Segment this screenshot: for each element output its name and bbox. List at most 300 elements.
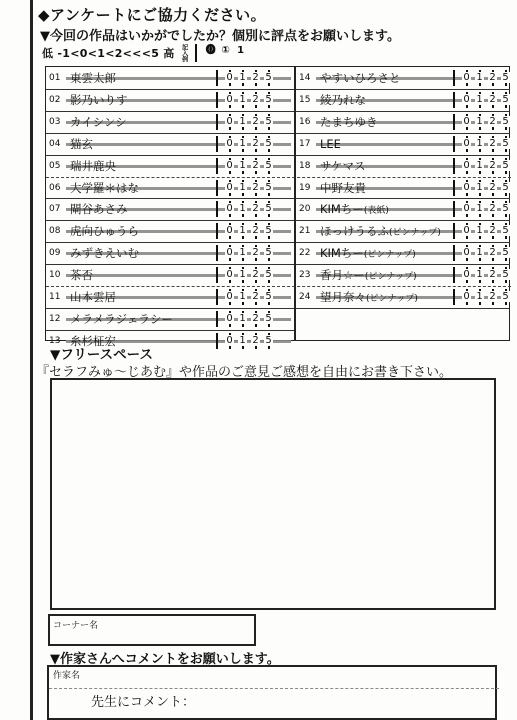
rating-option[interactable] [210, 113, 223, 131]
row-separator [46, 111, 294, 112]
rating-row [296, 286, 510, 308]
row-separator [46, 308, 294, 309]
rating-option[interactable] [473, 244, 486, 262]
rating-options [447, 69, 512, 87]
rating-value: 2 [252, 247, 259, 259]
rating-option[interactable] [236, 135, 249, 153]
rating-option[interactable] [499, 113, 512, 131]
rating-option[interactable] [460, 69, 473, 87]
rating-options [210, 310, 275, 328]
author-name-text: 虎向ひゅうら [70, 224, 139, 239]
rating-option[interactable] [499, 157, 512, 175]
rating-value: 5 [265, 203, 272, 215]
rating-option[interactable] [486, 135, 499, 153]
survey-subtitle: ▼今回の作品はいかがでしたか？個別に評点をお願いします。 [40, 29, 400, 44]
author-name-text: サケマス [320, 158, 366, 173]
rating-options [210, 244, 275, 262]
rating-value: 2 [489, 137, 496, 149]
rating-bar [453, 92, 455, 108]
rating-row [296, 177, 510, 199]
rating-option[interactable] [210, 310, 223, 328]
rating-value: 1 [476, 159, 483, 171]
rating-option[interactable] [460, 157, 473, 175]
corner-name-label: コーナー名 [53, 621, 99, 631]
row-separator [46, 89, 294, 90]
rating-option[interactable] [210, 288, 223, 306]
rating-option[interactable] [460, 288, 473, 306]
rating-value: 5 [502, 269, 509, 281]
rating-option[interactable] [447, 266, 460, 284]
rating-option[interactable] [486, 157, 499, 175]
rating-option[interactable] [473, 200, 486, 218]
rating-option[interactable] [236, 157, 249, 175]
rating-value: 5 [502, 93, 509, 105]
rating-value: 5 [265, 269, 272, 281]
author-name [66, 311, 173, 327]
rating-option[interactable] [223, 288, 236, 306]
author-name-text: 糸杉柾宏 [70, 333, 116, 348]
author-name-text: カイシンシ [70, 114, 127, 129]
rating-option[interactable] [499, 200, 512, 218]
author-name-text: 影乃いりす [70, 92, 128, 107]
rating-option[interactable] [210, 179, 223, 197]
rating-bar [216, 70, 218, 86]
rating-option[interactable] [262, 266, 275, 284]
row-separator [296, 111, 510, 112]
rating-option[interactable] [486, 222, 499, 240]
rating-value: 0 [226, 115, 233, 127]
rating-option[interactable] [473, 288, 486, 306]
row-separator [46, 242, 294, 243]
row-separator [46, 330, 294, 331]
rating-option[interactable] [486, 91, 499, 109]
rating-bar [216, 114, 218, 130]
rating-value: 2 [252, 181, 259, 193]
author-name-text: 山本雲居 [70, 290, 116, 304]
row-separator [46, 286, 511, 287]
rating-option[interactable] [486, 200, 499, 218]
rating-option[interactable] [447, 135, 460, 153]
rating-options [210, 157, 275, 175]
rating-options [447, 244, 512, 262]
rating-option[interactable] [262, 135, 275, 153]
rating-value: 1 [239, 247, 246, 259]
rating-row [46, 198, 293, 220]
rating-option[interactable] [249, 91, 262, 109]
row-separator [296, 264, 510, 265]
example-mark-1 [190, 44, 202, 62]
free-space-box[interactable] [50, 378, 496, 610]
rating-option[interactable] [460, 200, 473, 218]
rating-option[interactable] [262, 222, 275, 240]
rating-option[interactable] [236, 332, 249, 350]
rating-options [447, 91, 512, 109]
rating-option[interactable] [460, 244, 473, 262]
author-name-text: 猫玄 [70, 136, 93, 151]
author-name [316, 92, 366, 108]
rating-option[interactable] [473, 91, 486, 109]
rating-value: 0 [463, 115, 470, 127]
rating-value: 5 [502, 225, 509, 237]
author-name-label: 作家名 [53, 671, 81, 681]
example-mark-4: 1 [237, 45, 245, 56]
rating-row [46, 111, 293, 133]
rating-option[interactable] [223, 266, 236, 284]
sensei-comment-label: 先生にコメント： [91, 695, 196, 710]
author-comment-box[interactable] [47, 665, 497, 720]
rating-value: 0 [463, 93, 470, 105]
rating-value: 1 [239, 291, 246, 302]
rating-value: 0 [226, 203, 233, 215]
rating-bar [453, 289, 455, 305]
rating-options [210, 91, 275, 109]
rating-option[interactable] [236, 200, 249, 218]
rating-option[interactable] [262, 91, 275, 109]
rating-option[interactable] [210, 157, 223, 175]
rating-option[interactable] [499, 69, 512, 87]
rating-option[interactable] [499, 222, 512, 240]
rating-value: 5 [265, 225, 272, 237]
rating-option[interactable] [249, 310, 262, 328]
author-name-text: 中野友貴 [320, 180, 366, 195]
row-separator [296, 89, 510, 90]
rating-option[interactable] [473, 222, 486, 240]
row-number: 21 [299, 226, 311, 237]
rating-value: 5 [502, 291, 509, 302]
author-name-text: 茶否 [70, 268, 93, 283]
rating-value: 5 [502, 159, 509, 171]
author-name [316, 70, 401, 86]
rating-value: 2 [489, 93, 496, 105]
rating-option[interactable] [473, 113, 486, 131]
row-number: 01 [49, 73, 61, 83]
author-note: (ピンナップ) [363, 250, 416, 261]
row-number: 23 [299, 270, 311, 281]
rating-value: 0 [463, 225, 470, 237]
row-number: 16 [299, 116, 311, 127]
rating-option[interactable] [223, 135, 236, 153]
rating-option[interactable] [447, 91, 460, 109]
rating-bar [453, 70, 455, 86]
author-name [66, 289, 116, 305]
rating-value: 0 [463, 291, 470, 302]
author-name [66, 245, 139, 261]
rating-option[interactable] [210, 222, 223, 240]
rating-value: 0 [463, 203, 470, 215]
row-number: 13 [49, 335, 61, 346]
rating-option[interactable] [249, 179, 262, 197]
rating-bar [216, 158, 218, 174]
rating-value: 2 [252, 291, 259, 302]
rating-option[interactable] [486, 179, 499, 197]
author-name-text: KIMちー [320, 202, 364, 217]
rating-scale-legend [42, 44, 247, 62]
rating-value: 2 [252, 72, 259, 83]
rating-option[interactable] [236, 179, 249, 197]
rating-option[interactable] [223, 69, 236, 87]
rating-option[interactable] [223, 310, 236, 328]
rating-option[interactable] [249, 222, 262, 240]
author-name [66, 180, 139, 196]
rating-option[interactable] [473, 135, 486, 153]
rating-options [210, 113, 275, 131]
rating-value: 1 [239, 72, 246, 83]
rating-option[interactable] [210, 266, 223, 284]
rating-option[interactable] [460, 91, 473, 109]
rating-option[interactable] [210, 69, 223, 87]
rating-option[interactable] [210, 135, 223, 153]
rating-option[interactable] [447, 179, 460, 197]
rating-value: 1 [476, 225, 483, 237]
rating-value: 5 [265, 247, 272, 259]
rating-option[interactable] [473, 179, 486, 197]
rating-row [46, 177, 293, 199]
author-name [316, 137, 341, 151]
rating-option[interactable] [447, 200, 460, 218]
row-number: 09 [49, 248, 61, 259]
author-name-text: みずきえいむ [70, 246, 139, 261]
rating-option[interactable] [473, 69, 486, 87]
rating-row [296, 67, 510, 89]
rating-value: 5 [502, 72, 509, 83]
row-number: 10 [49, 270, 61, 281]
rating-row [46, 133, 293, 155]
author-note: (ピンナップ) [389, 228, 441, 239]
rating-bar [216, 289, 218, 305]
rating-options [210, 69, 275, 87]
row-separator [46, 264, 294, 265]
rating-value: 1 [239, 203, 246, 215]
rating-value: 1 [476, 93, 483, 105]
rating-option[interactable] [249, 157, 262, 175]
author-name [316, 223, 441, 239]
rating-option[interactable] [447, 157, 460, 175]
rating-option[interactable] [499, 135, 512, 153]
author-name-text: 望月奈々 [320, 290, 366, 304]
author-name-text: 香月☆ー [320, 268, 365, 283]
rating-bar [216, 311, 218, 327]
rating-option[interactable] [223, 113, 236, 131]
author-name [66, 70, 116, 86]
rating-option[interactable] [473, 266, 486, 284]
rating-bar [453, 180, 455, 196]
row-number: 12 [49, 313, 61, 324]
rating-option[interactable] [210, 244, 223, 262]
rating-option[interactable] [249, 200, 262, 218]
rating-value: 0 [226, 181, 233, 193]
rating-option[interactable] [486, 244, 499, 262]
rating-option[interactable] [249, 332, 262, 350]
rating-value: 5 [502, 181, 509, 193]
rating-option[interactable] [249, 266, 262, 284]
rating-bar [216, 180, 218, 196]
rating-option[interactable] [262, 113, 275, 131]
rating-option[interactable] [236, 266, 249, 284]
author-name [316, 180, 366, 196]
corner-name-box[interactable] [48, 614, 256, 646]
rating-value: 5 [502, 115, 509, 127]
row-separator [296, 133, 510, 134]
rating-option[interactable] [236, 91, 249, 109]
example-mark-2: ⓿ [205, 45, 216, 56]
rating-option[interactable] [223, 200, 236, 218]
rating-option[interactable] [223, 332, 236, 350]
rating-option[interactable] [249, 288, 262, 306]
rating-option[interactable] [249, 135, 262, 153]
rating-bar [453, 114, 455, 130]
rating-value: 1 [239, 225, 246, 237]
rating-value: 1 [476, 291, 483, 302]
rating-row [296, 242, 510, 264]
rating-value: 0 [226, 334, 233, 346]
rating-row [296, 111, 510, 133]
rating-option[interactable] [447, 244, 460, 262]
rating-value: 2 [252, 159, 259, 171]
row-number: 08 [49, 226, 61, 237]
rating-option[interactable] [262, 244, 275, 262]
binding-rule [30, 0, 33, 720]
rating-option[interactable] [262, 69, 275, 87]
author-divider [49, 688, 499, 689]
rating-row [296, 220, 510, 242]
rating-option[interactable] [486, 266, 499, 284]
author-name [66, 158, 116, 174]
rating-option[interactable] [223, 91, 236, 109]
row-number: 19 [299, 182, 311, 193]
rating-option[interactable] [447, 222, 460, 240]
rating-option[interactable] [460, 113, 473, 131]
rating-options [210, 200, 275, 218]
rating-row [296, 198, 510, 220]
row-separator [46, 198, 294, 199]
rating-option[interactable] [499, 179, 512, 197]
comment-title: ▼作家さんへコメントをお願いします。 [50, 652, 280, 667]
rating-option[interactable] [499, 244, 512, 262]
rating-row [46, 286, 293, 308]
rating-value: 5 [502, 247, 509, 259]
rating-value: 5 [502, 137, 509, 149]
rating-option[interactable] [223, 244, 236, 262]
rating-option[interactable] [460, 266, 473, 284]
rating-option[interactable] [447, 113, 460, 131]
rating-value: 1 [239, 269, 246, 281]
rating-option[interactable] [249, 69, 262, 87]
rating-option[interactable] [223, 179, 236, 197]
rating-value: 0 [226, 72, 233, 83]
row-number: 14 [299, 73, 311, 83]
row-separator [46, 133, 294, 134]
rating-value: 1 [239, 312, 246, 324]
rating-option[interactable] [236, 288, 249, 306]
rating-option[interactable] [262, 310, 275, 328]
rating-option[interactable] [499, 266, 512, 284]
rating-option[interactable] [223, 157, 236, 175]
rating-option[interactable] [486, 69, 499, 87]
rating-option[interactable] [236, 222, 249, 240]
rating-option[interactable] [236, 69, 249, 87]
rating-value: 1 [476, 247, 483, 259]
survey-title: ◆アンケートにご協力ください。 [38, 6, 267, 24]
author-name-text: KIMちー [320, 246, 364, 261]
author-name-text: 東雲太郎 [70, 71, 116, 85]
rating-option[interactable] [447, 69, 460, 87]
rating-option[interactable] [236, 310, 249, 328]
rating-value: 5 [265, 72, 272, 83]
rating-bar [453, 267, 455, 283]
rating-value: 1 [476, 72, 483, 83]
rating-row [46, 67, 293, 89]
rating-options [447, 266, 512, 284]
row-number: 03 [49, 116, 61, 127]
rating-option[interactable] [460, 135, 473, 153]
rating-value: 1 [239, 181, 246, 193]
rating-row [296, 89, 510, 111]
rating-option[interactable] [486, 113, 499, 131]
author-name-text: メラメラジェラシー [70, 311, 173, 326]
rating-value: 0 [463, 72, 470, 83]
author-note: (ピンナップ) [364, 272, 417, 283]
rating-option[interactable] [499, 91, 512, 109]
rating-value: 5 [265, 115, 272, 127]
rating-value: 0 [226, 93, 233, 105]
row-separator [296, 220, 510, 221]
rating-option[interactable] [262, 332, 275, 350]
rating-option[interactable] [223, 222, 236, 240]
row-separator [296, 198, 510, 199]
rating-value: 2 [489, 247, 496, 259]
rating-option[interactable] [249, 244, 262, 262]
rating-value: 2 [252, 203, 259, 215]
rating-option[interactable] [460, 179, 473, 197]
rating-option[interactable] [262, 288, 275, 306]
rating-value: 0 [463, 247, 470, 259]
rating-value: 0 [463, 181, 470, 193]
author-note: (表紙) [363, 206, 389, 217]
rating-row [46, 264, 293, 286]
rating-option[interactable] [249, 113, 262, 131]
author-name-text: LEE [320, 136, 341, 151]
rating-option[interactable] [262, 179, 275, 197]
rating-value: 1 [476, 115, 483, 127]
row-number: 24 [299, 292, 311, 302]
rating-option[interactable] [262, 200, 275, 218]
rating-options [447, 157, 512, 175]
rating-option[interactable] [447, 288, 460, 306]
rating-option[interactable] [210, 200, 223, 218]
rating-row [296, 155, 510, 177]
rating-option[interactable] [236, 244, 249, 262]
row-number: 06 [49, 182, 61, 193]
rating-option[interactable] [210, 91, 223, 109]
rating-value: 5 [502, 203, 509, 215]
rating-bar [216, 92, 218, 108]
rating-value: 0 [226, 291, 233, 302]
rating-option[interactable] [236, 113, 249, 131]
rating-option[interactable] [210, 332, 223, 350]
rating-value: 0 [226, 137, 233, 149]
rating-option[interactable] [262, 157, 275, 175]
rating-option[interactable] [460, 222, 473, 240]
rating-value: 2 [489, 181, 496, 193]
row-number: 20 [299, 204, 311, 215]
rating-value: 5 [265, 137, 272, 149]
author-name [66, 136, 93, 152]
rating-option[interactable] [473, 157, 486, 175]
rating-option[interactable] [499, 288, 512, 306]
rating-options [210, 222, 275, 240]
rating-option[interactable] [486, 288, 499, 306]
row-separator [46, 220, 294, 221]
